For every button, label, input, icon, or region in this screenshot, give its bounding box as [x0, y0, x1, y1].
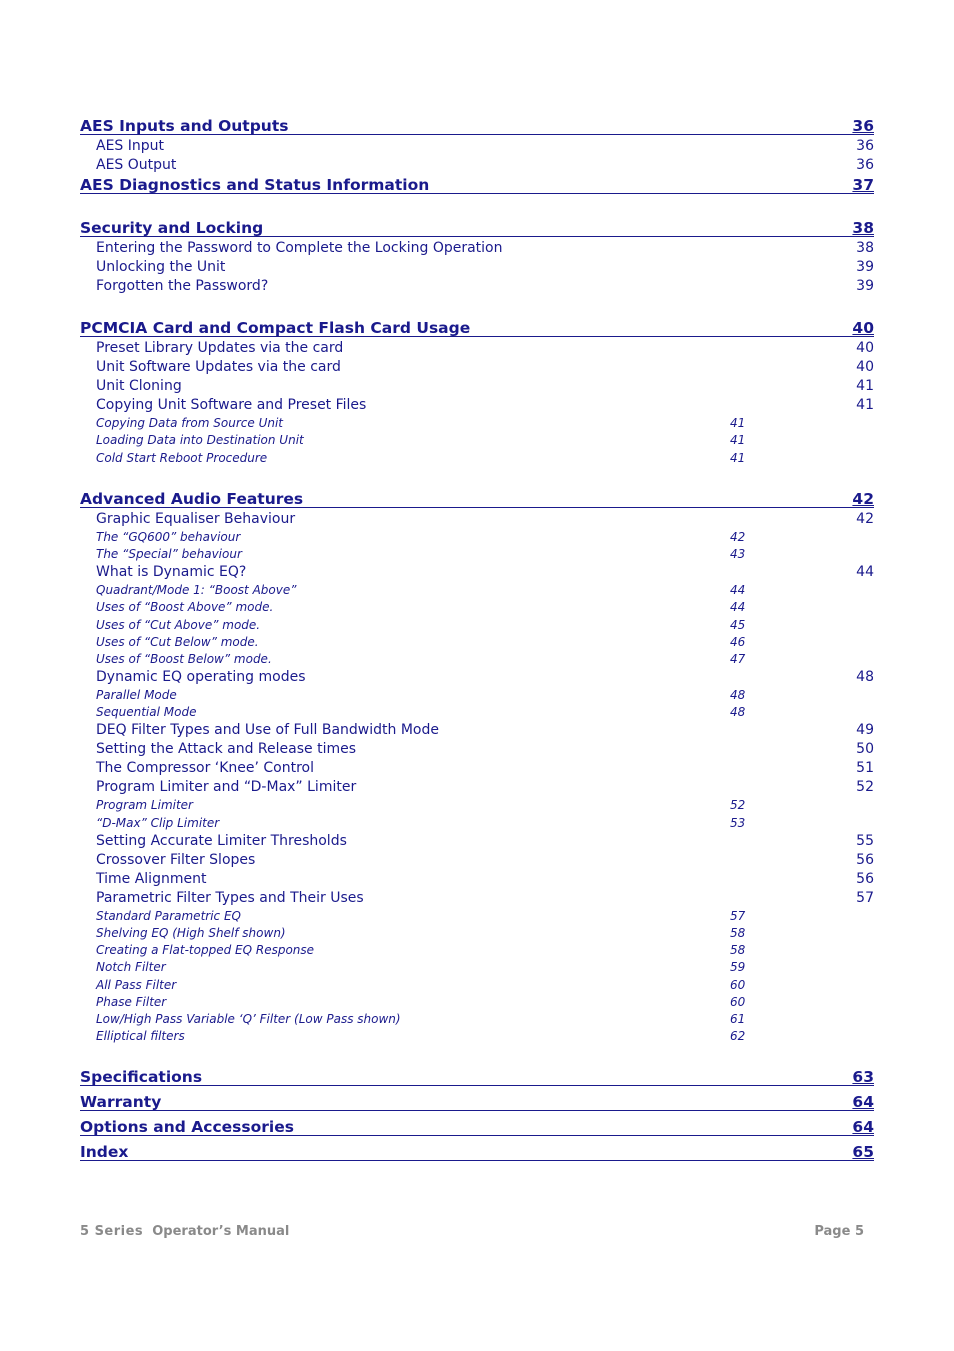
toc-entry-title[interactable]: Low/High Pass Variable ‘Q’ Filter (Low Pass shown) [96, 1011, 401, 1026]
toc-entry-page[interactable]: 38 [852, 219, 874, 237]
toc-subsubsection[interactable] [80, 1026, 874, 1043]
toc-subsection[interactable] [80, 849, 874, 868]
toc-entry-page[interactable]: 42 [730, 529, 746, 544]
toc-entry-page[interactable]: 45 [730, 617, 746, 632]
toc-entry-title[interactable]: Preset Library Updates via the card [96, 340, 344, 356]
toc-entry-title[interactable]: Entering the Password to Complete the Locking Operation [96, 240, 503, 256]
toc-entry-title[interactable]: Parametric Filter Types and Their Uses [96, 889, 364, 906]
toc-subsubsection[interactable] [80, 940, 874, 957]
toc-entry-title[interactable]: Unlocking the Unit [96, 259, 226, 275]
toc-subsubsection[interactable] [80, 906, 874, 923]
toc-entry-page[interactable]: 64 [852, 1118, 874, 1137]
series-logo: 5 Series [80, 1224, 144, 1239]
toc-subsubsection[interactable] [80, 685, 874, 702]
toc-subsection[interactable] [80, 356, 874, 375]
toc-entry-title[interactable]: Phase Filter [96, 994, 167, 1009]
toc-subsubsection[interactable] [80, 974, 874, 991]
toc-subsection[interactable] [80, 337, 874, 356]
toc-entry-page[interactable]: 47 [730, 651, 746, 666]
toc-entry-page[interactable]: 44 [730, 583, 746, 598]
toc-subsubsection[interactable] [80, 430, 874, 447]
toc-entry-page[interactable]: 65 [852, 1143, 874, 1162]
toc-subsubsection[interactable] [80, 923, 874, 940]
toc-entry-title[interactable]: Uses of “Boost Above” mode. [96, 600, 274, 615]
toc-entry-page[interactable]: 61 [730, 1011, 746, 1026]
toc-entry-title[interactable]: Elliptical filters [96, 1029, 185, 1044]
toc-subsection[interactable] [80, 738, 874, 757]
toc-entry-title[interactable]: Unit Software Updates via the card [96, 359, 341, 375]
toc-entry-title[interactable]: AES Output [96, 157, 177, 173]
toc-subsection[interactable] [80, 394, 874, 413]
toc-subsection[interactable] [80, 256, 874, 275]
toc-entry-page[interactable]: 44 [856, 563, 874, 580]
toc-entry-page[interactable]: 52 [730, 798, 746, 813]
footer-title [80, 1224, 289, 1239]
toc-entry-page[interactable]: 63 [852, 1068, 874, 1087]
toc-subsection[interactable] [80, 154, 874, 173]
toc-subsubsection[interactable] [80, 544, 874, 561]
toc-section[interactable] [80, 1115, 874, 1136]
toc-subsubsection[interactable] [80, 1009, 874, 1026]
toc-subsubsection[interactable] [80, 413, 874, 430]
toc-entry-page[interactable]: 36 [856, 138, 874, 154]
toc-entry-page[interactable]: 57 [856, 889, 874, 906]
toc-entry-page[interactable]: 62 [730, 1029, 746, 1044]
toc-subsection[interactable] [80, 776, 874, 795]
toc-entry-title[interactable]: Dynamic EQ operating modes [96, 668, 306, 685]
toc-subsection[interactable] [80, 508, 874, 527]
toc-entry-page[interactable]: 49 [856, 722, 874, 739]
toc-subsubsection[interactable] [80, 614, 874, 631]
toc-subsubsection[interactable] [80, 649, 874, 666]
toc-entry-page[interactable]: 58 [730, 943, 746, 958]
toc-entry-title[interactable]: Shelving EQ (High Shelf shown) [96, 926, 286, 940]
toc-spacer [80, 1043, 874, 1065]
toc-entry-title[interactable]: Advanced Audio Features [80, 489, 304, 508]
toc-entry-title[interactable]: Cold Start Reboot Procedure [96, 450, 268, 465]
toc-subsubsection[interactable] [80, 597, 874, 614]
toc-entry-page[interactable]: 64 [852, 1093, 874, 1112]
toc-subsubsection[interactable] [80, 447, 874, 464]
toc-entry-page[interactable]: 48 [730, 705, 746, 720]
toc-subsection[interactable] [80, 868, 874, 887]
toc-subsubsection[interactable] [80, 580, 874, 597]
toc-entry-page[interactable]: 42 [856, 510, 874, 527]
toc-entry-title[interactable]: Specifications [80, 1068, 203, 1087]
toc-entry-page[interactable]: 59 [730, 960, 746, 975]
toc-subsubsection[interactable] [80, 632, 874, 649]
toc-entry-title[interactable]: Forgotten the Password? [96, 278, 269, 294]
toc-entry-title[interactable]: Standard Parametric EQ [96, 908, 241, 923]
toc-entry-page[interactable]: 41 [856, 397, 874, 413]
toc-entry-title[interactable]: Crossover Filter Slopes [96, 851, 256, 868]
toc-entry-page[interactable]: 36 [852, 117, 874, 135]
toc-entry-page[interactable]: 52 [856, 779, 874, 796]
toc-spacer [80, 194, 874, 216]
toc-section[interactable] [80, 1090, 874, 1111]
toc-entry-page[interactable]: 48 [730, 688, 746, 703]
toc-entry-title[interactable]: What is Dynamic EQ? [96, 563, 247, 580]
toc-subsubsection[interactable] [80, 992, 874, 1009]
toc-entry-title[interactable]: Sequential Mode [96, 705, 197, 720]
toc-subsection[interactable] [80, 375, 874, 394]
toc-entry-page[interactable]: 57 [730, 908, 746, 923]
toc-subsubsection[interactable] [80, 812, 874, 829]
toc-spacer [80, 465, 874, 487]
toc-entry-page[interactable]: 41 [856, 378, 874, 394]
toc-entry-page[interactable]: 56 [856, 851, 874, 868]
toc-entry-title[interactable]: Copying Unit Software and Preset Files [96, 397, 367, 413]
footer-page-number: Page 5 [814, 1224, 864, 1239]
toc-entry-title[interactable]: The “GQ600” behaviour [96, 529, 241, 544]
toc-section[interactable] [80, 487, 874, 508]
toc-entry-page[interactable]: 41 [730, 433, 746, 448]
toc-subsection[interactable] [80, 830, 874, 849]
toc-entry-title[interactable]: Setting Accurate Limiter Thresholds [96, 832, 347, 849]
toc-entry-page[interactable]: 44 [730, 600, 746, 615]
toc-spacer [80, 294, 874, 316]
toc-entry-page[interactable]: 42 [852, 489, 874, 508]
toc-entry-page[interactable]: 50 [856, 741, 874, 758]
toc-entry-title[interactable]: Program Limiter [96, 798, 193, 813]
toc-subsection[interactable] [80, 887, 874, 906]
toc-entry-page[interactable]: 60 [730, 994, 746, 1009]
toc-entry-page[interactable]: 36 [856, 157, 874, 173]
toc-subsection[interactable] [80, 561, 874, 580]
toc-entry-page[interactable]: 56 [856, 870, 874, 887]
toc-subsection[interactable] [80, 666, 874, 685]
toc-section[interactable] [80, 1065, 874, 1086]
toc-entry-title[interactable]: Creating a Flat-topped EQ Response [96, 943, 315, 958]
table-of-contents [80, 114, 874, 1161]
toc-entry-page[interactable]: 39 [856, 259, 874, 275]
toc-entry-title[interactable]: Program Limiter and “D-Max” Limiter [96, 779, 357, 796]
toc-entry-title[interactable]: Uses of “Cut Below” mode. [96, 634, 259, 649]
toc-entry-title[interactable]: Security and Locking [80, 219, 264, 237]
toc-entry-title[interactable]: AES Inputs and Outputs [80, 117, 289, 135]
toc-subsubsection[interactable] [80, 527, 874, 544]
toc-entry-page[interactable]: 38 [856, 240, 874, 256]
toc-entry-page[interactable]: 46 [730, 634, 746, 649]
toc-entry-page[interactable]: 55 [856, 832, 874, 849]
toc-section[interactable] [80, 173, 874, 194]
toc-entry-title[interactable]: Unit Cloning [96, 378, 182, 394]
toc-entry-page[interactable]: 53 [730, 815, 746, 830]
toc-entry-page[interactable]: 48 [856, 668, 874, 685]
toc-entry-page[interactable]: 40 [856, 340, 874, 356]
toc-entry-page[interactable]: 60 [730, 977, 746, 992]
toc-entry-title[interactable]: Uses of “Boost Below” mode. [96, 651, 272, 666]
toc-entry-title[interactable]: Options and Accessories [80, 1118, 294, 1137]
toc-entry-title[interactable]: Loading Data into Destination Unit [96, 433, 304, 448]
toc-subsection[interactable] [80, 237, 874, 256]
manual-name: Operator’s Manual [152, 1224, 290, 1239]
toc-entry-page[interactable]: 39 [856, 278, 874, 294]
toc-entry-page[interactable]: 51 [856, 760, 874, 777]
toc-entry-page[interactable]: 43 [730, 546, 746, 561]
toc-section[interactable] [80, 316, 874, 337]
toc-entry-title[interactable]: Setting the Attack and Release times [96, 741, 357, 758]
toc-entry-title[interactable]: DEQ Filter Types and Use of Full Bandwidth Mode [96, 722, 439, 739]
toc-entry-title[interactable]: Notch Filter [96, 960, 166, 975]
toc-entry-title[interactable]: Quadrant/Mode 1: “Boost Above” [96, 583, 297, 598]
toc-subsection[interactable] [80, 719, 874, 738]
toc-subsection[interactable] [80, 135, 874, 154]
toc-entry-title[interactable]: The Compressor ‘Knee’ Control [96, 760, 315, 777]
toc-section[interactable] [80, 114, 874, 135]
toc-entry-page[interactable]: 40 [856, 359, 874, 375]
toc-entry-title[interactable]: The “Special” behaviour [96, 546, 242, 561]
toc-entry-title[interactable]: PCMCIA Card and Compact Flash Card Usage [80, 319, 471, 337]
toc-entry-page[interactable]: 37 [852, 176, 874, 194]
toc-entry-page[interactable]: 41 [730, 450, 746, 465]
toc-entry-page[interactable]: 40 [852, 319, 874, 337]
toc-entry-title[interactable]: Graphic Equaliser Behaviour [96, 510, 296, 527]
toc-subsubsection[interactable] [80, 702, 874, 719]
toc-entry-title[interactable]: Index [80, 1143, 129, 1162]
toc-entry-title[interactable]: All Pass Filter [96, 977, 177, 992]
toc-section[interactable] [80, 216, 874, 237]
toc-entry-title[interactable]: Time Alignment [96, 870, 207, 887]
toc-entry-title[interactable]: Uses of “Cut Above” mode. [96, 617, 261, 632]
toc-entry-title[interactable]: Warranty [80, 1093, 162, 1112]
toc-subsubsection[interactable] [80, 957, 874, 974]
toc-entry-title[interactable]: Parallel Mode [96, 688, 177, 703]
toc-entry-title[interactable]: Copying Data from Source Unit [96, 416, 284, 431]
toc-section[interactable] [80, 1140, 874, 1161]
toc-entry-title[interactable]: “D-Max” Clip Limiter [96, 815, 220, 830]
toc-subsection[interactable] [80, 757, 874, 776]
toc-entry-page[interactable]: 58 [730, 926, 746, 940]
toc-subsection[interactable] [80, 275, 874, 294]
toc-entry-page[interactable]: 41 [730, 416, 746, 431]
toc-entry-title[interactable]: AES Input [96, 138, 165, 154]
toc-subsubsection[interactable] [80, 795, 874, 812]
toc-entry-title[interactable]: AES Diagnostics and Status Information [80, 176, 430, 194]
